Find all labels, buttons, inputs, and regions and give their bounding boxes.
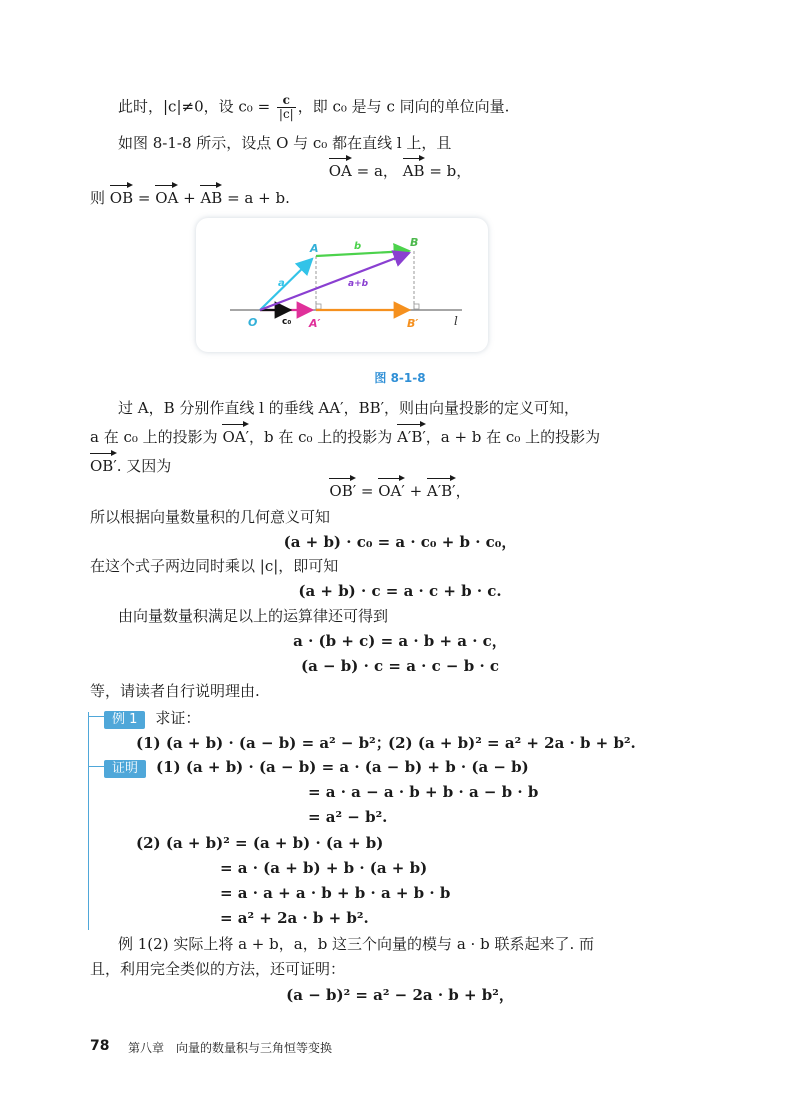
- chapter-title: 第八章 向量的数量积与三角恒等变换: [128, 1041, 333, 1055]
- fraction-numerator: c: [277, 94, 296, 108]
- proof-step: = a² + 2a · b + b².: [220, 909, 369, 927]
- label-a-point: A: [310, 242, 319, 255]
- equation-a-distributive: a · (b + c) = a · b + a · c，: [293, 632, 507, 650]
- text-segment: +: [178, 189, 201, 207]
- vector-a-prime-b-prime: A′B′: [426, 482, 456, 500]
- proof-step: (1) (a + b) · (a − b) = a · (a − b) + b · (a − b): [156, 758, 529, 776]
- figure-caption: 图 8-1-8: [374, 371, 426, 385]
- proof-step: = a · (a + b) + b · (a + b): [220, 859, 428, 877]
- label-a-plus-b: a+b: [348, 279, 369, 289]
- vector-a-prime-b-prime: A′B′: [397, 428, 426, 446]
- paragraph-line: 等，请读者自行说明理由.: [90, 682, 260, 700]
- paragraph-line: [90, 426, 600, 448]
- proof-tag: 证明: [104, 760, 146, 778]
- figure-8-1-8: [196, 218, 488, 352]
- paragraph-line: 例 1(2) 实际上将 a + b，a，b 这三个向量的模与 a · b 联系起来了. 而: [118, 935, 594, 953]
- fraction-c0: [277, 94, 296, 121]
- label-o: O: [248, 316, 258, 329]
- label-b-prime: B′: [407, 317, 419, 330]
- text-segment: 则: [90, 189, 110, 207]
- vector-oa-prime: OA′: [378, 482, 405, 500]
- equation-oa-ab: [0, 160, 800, 182]
- text-segment: = a，: [351, 162, 398, 180]
- label-b-point: B: [410, 236, 419, 249]
- example-tag: 例 1: [104, 711, 145, 729]
- vector-diagram: [196, 218, 488, 352]
- vector-b: [316, 251, 409, 256]
- text-segment: =: [133, 189, 156, 207]
- label-a-prime: A′: [309, 317, 321, 330]
- vector-oa: OA: [155, 189, 179, 207]
- vector-ab: AB: [200, 189, 223, 207]
- text-segment: = b，: [424, 162, 472, 180]
- vector-a: [260, 259, 312, 310]
- example-bracket: [88, 712, 89, 930]
- right-angle-mark: [316, 304, 321, 309]
- paragraph-line: 所以根据向量数量积的几何意义可知: [90, 508, 331, 526]
- text-segment: a 在 c₀ 上的投影为: [90, 428, 223, 446]
- equation-ob: [90, 187, 290, 209]
- paragraph-line: [90, 455, 171, 477]
- vector-ob-prime: OB′: [329, 482, 357, 500]
- text-segment: ，b 在 c₀ 上的投影为: [248, 428, 398, 446]
- text-segment: ，a + b 在 c₀ 上的投影为: [425, 428, 601, 446]
- text-segment: . 又因为: [116, 457, 172, 475]
- equation-difference-square: (a − b)² = a² − 2a · b + b²，: [286, 986, 514, 1004]
- text-segment: =: [356, 482, 379, 500]
- right-angle-mark: [414, 304, 419, 309]
- label-l: l: [454, 314, 458, 328]
- example-question-1: (1) (a + b) · (a − b) = a² − b²；: [136, 734, 391, 752]
- vector-ab: AB: [402, 162, 425, 180]
- label-a: a: [278, 278, 285, 289]
- example-title: 求证：: [155, 709, 201, 727]
- text-segment: +: [404, 482, 427, 500]
- text-segment: = a + b.: [222, 189, 290, 207]
- proof-step: = a · a − a · b + b · a − b · b: [308, 783, 539, 801]
- text-segment: 此时，|c|≠0，设 c₀ =: [118, 97, 275, 116]
- vector-ob-prime: OB′: [90, 457, 117, 475]
- paragraph-line: 过 A，B 分别作直线 l 的垂线 AA′，BB′，则由向量投影的定义可知，: [118, 399, 580, 417]
- example-header: [104, 707, 200, 729]
- proof-step: = a² − b².: [308, 808, 388, 826]
- proof-step: = a · a + a · b + b · a + b · b: [220, 884, 451, 902]
- equation-c0: (a + b) · c₀ = a · c₀ + b · c₀，: [283, 533, 517, 551]
- vector-oa: OA: [328, 162, 352, 180]
- vector-ob: OB: [109, 189, 134, 207]
- page-number: 78: [90, 1038, 110, 1054]
- vector-oa-prime: OA′: [222, 428, 249, 446]
- text-line-2: 如图 8-1-8 所示，设点 O 与 c₀ 都在直线 l 上，且: [118, 134, 452, 152]
- text-segment: ，即 c₀ 是与 c 同向的单位向量.: [297, 97, 510, 116]
- proof-header: [104, 756, 529, 778]
- example-bracket-tick: [88, 766, 104, 767]
- equation-projection-sum: [0, 480, 800, 502]
- equation-minus-distributive: (a − b) · c = a · c − b · c: [300, 657, 500, 675]
- example-question-2: (2) (a + b)² = a² + 2a · b + b².: [388, 734, 636, 752]
- equation-distributive: (a + b) · c = a · c + b · c.: [298, 582, 502, 600]
- label-b: b: [354, 241, 362, 252]
- paragraph-line: 由向量数量积满足以上的运算律还可得到: [118, 607, 389, 625]
- paragraph-line: 在这个式子两边同时乘以 |c|，即可知: [90, 557, 339, 575]
- fraction-denominator: |c|: [278, 107, 294, 121]
- label-c0: c₀: [282, 317, 292, 327]
- text-line-1: [118, 94, 509, 121]
- paragraph-line: 且，利用完全类似的方法，还可证明：: [90, 960, 346, 978]
- text-segment: ，: [455, 482, 471, 500]
- proof-step: (2) (a + b)² = (a + b) · (a + b): [136, 834, 384, 852]
- example-bracket-tick: [88, 716, 104, 717]
